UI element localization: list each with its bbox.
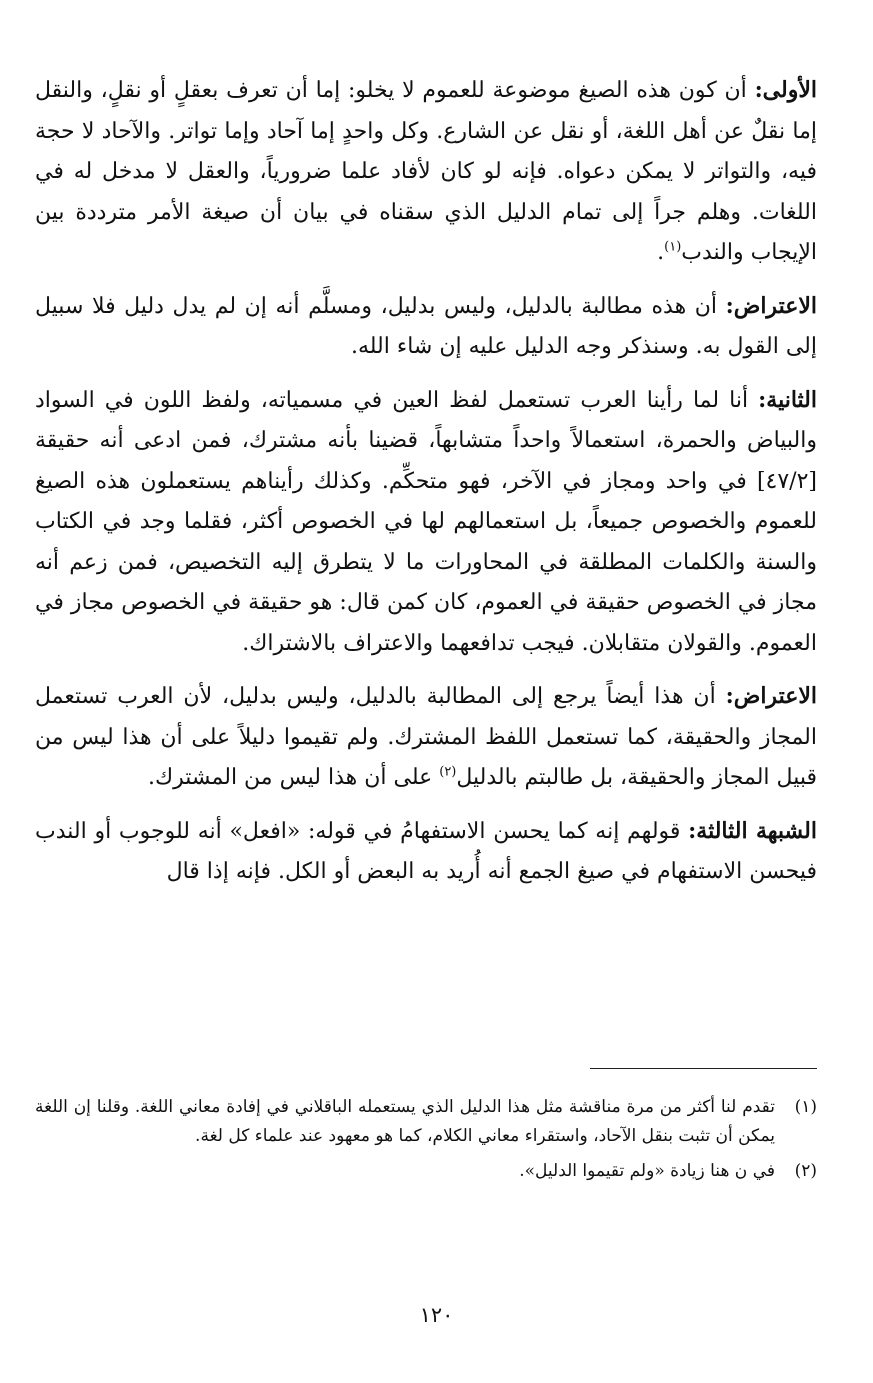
footnote-text: في ن هنا زيادة «ولم تقيموا الدليل». [519, 1161, 775, 1181]
paragraph-third-doubt [35, 811, 817, 893]
paragraph-objection-2 [35, 676, 817, 799]
footnote-number: (٢) [794, 1161, 817, 1181]
paragraph-tail: . [657, 240, 665, 265]
footnote-reference[interactable]: (١) [664, 239, 682, 255]
paragraph-text: قولهم إنه كما يحسن الاستفهامُ في قوله: «افعل» أنه للوجوب أو الندب فيحسن الاستفهام في صيغ الجمع أنه أُريد به البعض أو الكل. فإنه إذا قال [35, 818, 817, 884]
footnote-text: تقدم لنا أكثر من مرة مناقشة مثل هذا الدليل الذي يستعمله الباقلاني في إفادة معاني اللغة. وقلنا إن اللغة يمكن أن تثبت بنقل الآحاد، واستقراء معاني الكلام، كما هو معهود عند علماء كل لغة. [35, 1097, 775, 1146]
page-number: ١٢٠ [419, 1303, 454, 1327]
paragraph-lead: الاعتراض: [725, 292, 817, 319]
paragraph-lead: الثانية: [758, 386, 817, 413]
paragraph-lead: الاعتراض: [725, 683, 817, 709]
paragraph-second [35, 380, 817, 665]
paragraph-text: أن هذه مطالبة بالدليل، وليس بدليل، ومسلَّم أنه إن لم يدل دليل فلا سبيل إلى القول به. وسنذكر وجه الدليل عليه إن شاء الله. [35, 293, 817, 359]
paragraph-objection-1 [35, 286, 817, 368]
paragraph-text: أن هذا أيضاً يرجع إلى المطالبة بالدليل، وليس بدليل، لأن العرب تستعمل المجاز والحقيقة، كما تستعمل اللفظ المشترك. ولم تقيموا دليلاً على أن هذا ليس من قبيل المجاز والحقيقة، بل طالبتم بالدليل [35, 684, 817, 790]
paragraph-lead: الأولى: [754, 77, 818, 103]
paragraph-tail: على أن هذا ليس من المشترك. [148, 765, 440, 790]
paragraph-first [35, 70, 817, 274]
footnote-reference[interactable]: (٢) [439, 764, 457, 780]
paragraph-text: أنا لما رأينا العرب تستعمل لفظ العين في مسمياته، ولفظ اللون في السواد والبياض والحمرة، استعمالاً واحداً متشابهاً، قضينا بأنه مشترك، فمن ادعى أنه حقيقة [٤٧/٢] في واحد ومجاز في الآخر، فهو متحكِّم. وكذلك رأيناهم يستعملون هذه الصيغ للعموم والخصوص جميعاً، بل استعمالهم لها في الخصوص أكثر، فقلما وجد في الكتاب والسنة والكلمات المطلقة في المحاورات ما لا يتطرق إليه التخصيص، فمن زعم أنه مجاز في الخصوص حقيقة في العموم، كان كمن قال: هو حقيقة في الخصوص مجاز في العموم. والقولان متقابلان. فيجب تدافعهما والاعتراف بالاشتراك. [35, 387, 817, 656]
footnote-divider [590, 1068, 817, 1069]
paragraph-text: أن كون هذه الصيغ موضوعة للعموم لا يخلو: إما أن تعرف بعقلٍ أو نقلٍ، والنقل إما نقلٌ عن أهل اللغة، أو نقل عن الشارع. وكل واحدٍ إما آحاد وإما تواتر. والآحاد لا حجة فيه، والتواتر لا يمكن دعواه. فإنه لو كان لأفاد علما ضرورياً، والعقل لا مدخل له في اللغات. وهلم جراً إلى تمام الدليل الذي سقناه في بيان أن صيغة الأمر مترددة بين الإيجاب والندب [35, 78, 817, 265]
footnotes [35, 1093, 817, 1192]
footnote-item [35, 1093, 817, 1151]
main-text [35, 70, 817, 905]
footnote-item [35, 1157, 817, 1186]
paragraph-lead: الشبهة الثالثة: [688, 817, 817, 844]
footnote-number: (١) [794, 1097, 817, 1117]
